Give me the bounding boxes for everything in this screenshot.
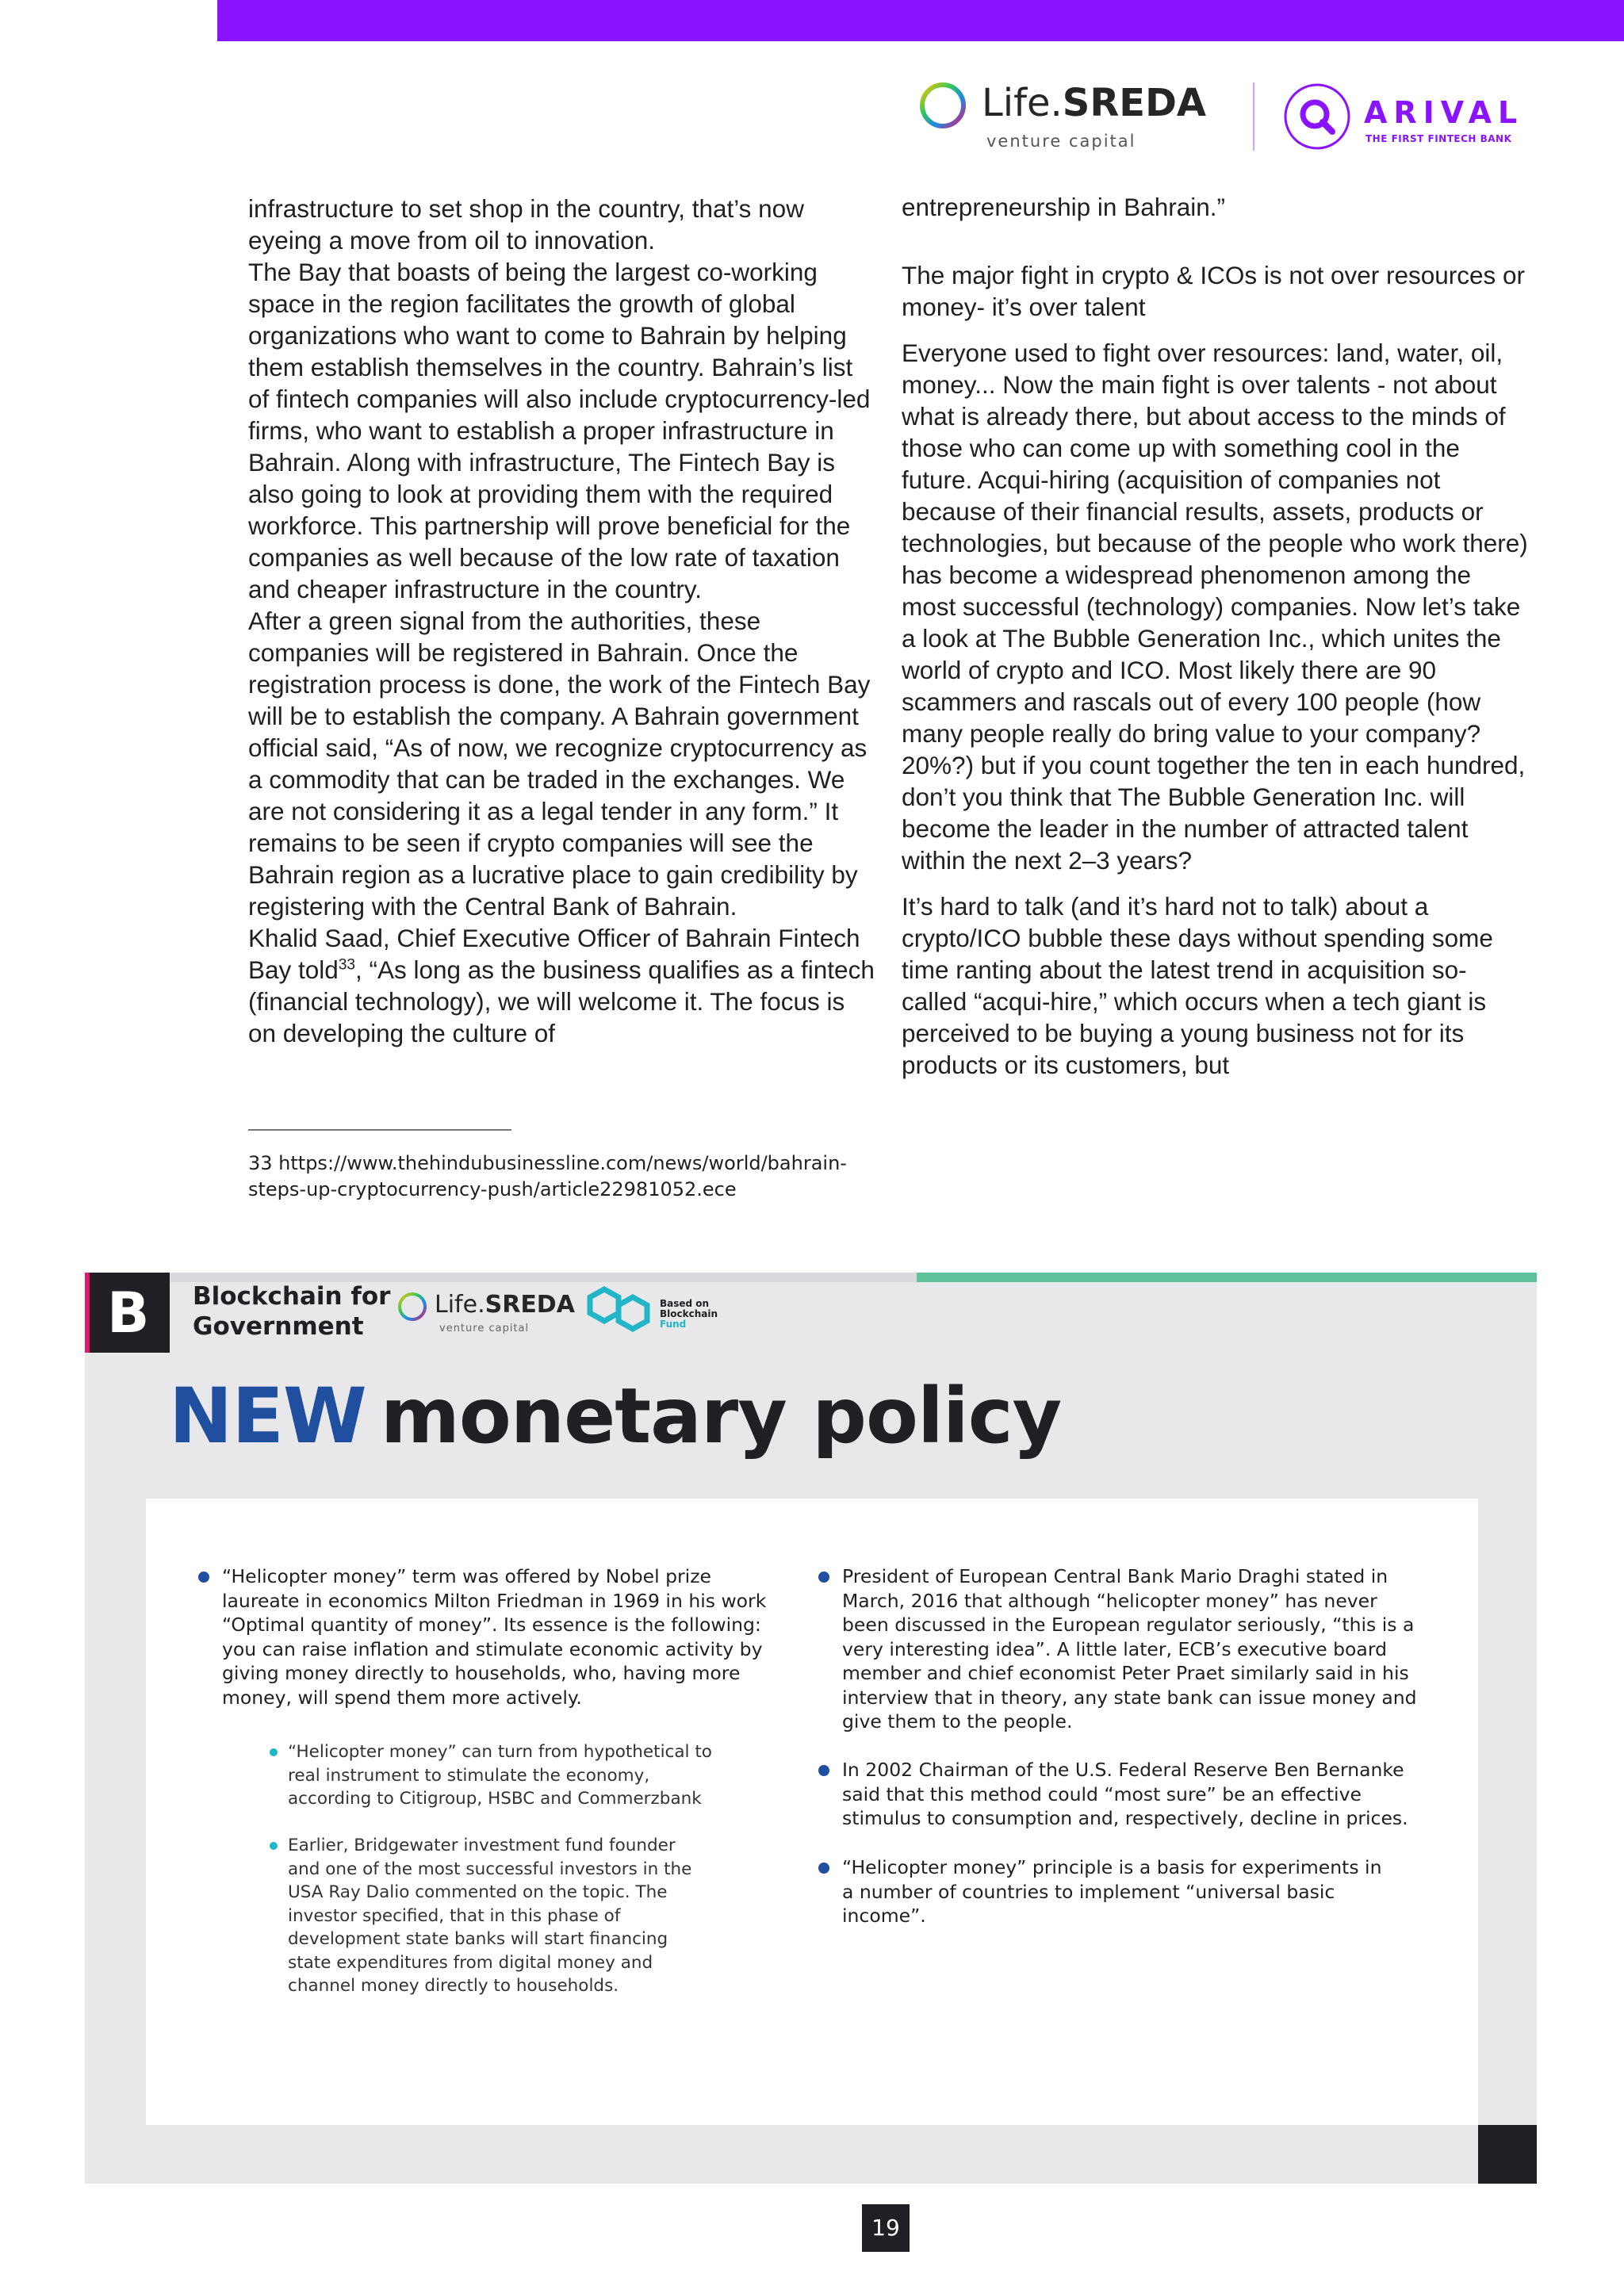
lifesreda-logo: [918, 79, 1207, 159]
article-left-column: [248, 193, 875, 1049]
bullet-item: In 2002 Chairman of the U.S. Federal Reserve Ben Bernanke said that this method could “most sure” be an effective stimulus to consumption and, respectively, decline in prices.: [842, 1758, 1421, 1831]
corner-square: [1478, 2125, 1537, 2184]
section-badge-letter: B: [107, 1281, 150, 1346]
paragraph: The Bay that boasts of being the largest co-working space in the region facilitates the growth of global organizations who want to come to Bahrain by helping them establish themselves in the country. Bahrain’s list of fintech companies will also include cryptocurrency-led firms, who want to establish a proper infrastructure in Bahrain. Along with infrastructure, The Fintech Bay is also going to look at providing them with the required workforce. This partnership will prove beneficial for the companies as well because of the low rate of taxation and cheaper infrastructure in the country.: [248, 258, 871, 603]
bullet-dot: [198, 1572, 209, 1583]
subheading: The major fight in crypto & ICOs is not over resources or money- it’s over talent: [902, 261, 1526, 321]
paragraph: It’s hard to talk (and it’s hard not to talk) about a crypto/ICO bubble these days without spending some time ranting about the latest trend in acquisition so-called “acqui-hire,” which occurs when a tech giant is perceived to be buying a young business not for its products or its customers, but: [902, 892, 1493, 1079]
section-title: Blockchain for Government: [193, 1282, 391, 1341]
bullet-dot: [818, 1863, 829, 1874]
bullet-item: “Helicopter money” term was offered by Nobel prize laureate in economics Milton Friedman in 1969 in his work “Optimal quantity of money”. Its essence is the following: you can raise inflation and stimulate economic activity by giving money directly to households, who, having more money, will spend them more actively.: [222, 1564, 777, 1709]
section-badge: [85, 1273, 170, 1353]
infographic-headline: [169, 1372, 1061, 1461]
bullet-dot: [818, 1765, 829, 1776]
lifesreda-logo-small: [396, 1291, 575, 1338]
headline-accent: NEW: [169, 1372, 366, 1461]
arival-tagline: THE FIRST FINTECH BANK: [1365, 133, 1512, 144]
paragraph: infrastructure to set shop in the country, that’s now eyeing a move from oil to innovation.: [248, 194, 804, 255]
bob-fund-logo: [587, 1283, 730, 1338]
bullet-dot: [818, 1572, 829, 1583]
paragraph: Everyone used to fight over resources: land, water, oil, money... Now the main fight is over talents - not about what is already there, but about access to the minds of those who can come up with something cool in the future. Acqui-hiring (acquisition of companies not because of their financial results, assets, products or technologies, but because of the people who work there) has become a widespread phenomenon among the most successful (technology) companies. Now let’s take a look at The Bubble Generation Inc., which unites the world of crypto and ICO. Most likely there are 90 scammers and rascals out of every 100 people (how many people really do bring value to your company? 20%?) but if you count together the ten in each hundred, don’t you think that The Bubble Generation Inc. will become the leader in the number of attracted talent within the next 2–3 years?: [902, 339, 1528, 875]
bullet-dot: [270, 1842, 278, 1850]
sub-bullet-item: “Helicopter money” can turn from hypothetical to real instrument to stimulate the economy, according to Citigroup, HSBC and Commerzbank: [288, 1740, 732, 1811]
arival-logo: [1283, 82, 1524, 155]
arival-magnifier-icon: [1283, 82, 1351, 151]
logo-divider: [1253, 82, 1254, 151]
bullet-item: “Helicopter money” principle is a basis for experiments in a number of countries to implement “universal basic income”.: [842, 1855, 1397, 1928]
bullet-dot: [270, 1748, 278, 1756]
paragraph: After a green signal from the authorities, these companies will be registered in Bahrain. Once the registration process is done, the work of the Fintech Bay will be to establish the company. A Bahrain government official said, “As of now, we recognize cryptocurrency as a commodity that can be traded in the exchanges. We are not considering it as a legal tender in any form.” It remains to be seen if crypto companies will see the Bahrain region as a lucrative place to gain credibility by registering with the Central Bank of Bahrain.: [248, 607, 871, 921]
lifesreda-ring-icon: [396, 1291, 428, 1323]
article-right-column: [902, 191, 1528, 1081]
infographic-accent-bar: [917, 1273, 1537, 1282]
lifesreda-name: Life.SREDA: [982, 81, 1207, 125]
headline-rest: monetary policy: [380, 1372, 1062, 1461]
footnote-ref: 33: [338, 956, 355, 974]
arival-name: ARIVAL: [1364, 95, 1524, 130]
footnote-divider: [248, 1129, 511, 1131]
bob-fund-text: Based on Blockchain Fund: [660, 1298, 718, 1330]
top-accent-bar: [217, 0, 1624, 41]
lifesreda-subtitle-small: venture capital: [439, 1323, 530, 1334]
lifesreda-subtitle: venture capital: [986, 132, 1136, 151]
footnote: 33 https://www.thehindubusinessline.com/news/world/bahrain-steps-up-cryptocurrency-push/article22981052.ece: [248, 1152, 847, 1200]
paragraph: entrepreneurship in Bahrain.”: [902, 193, 1225, 221]
page-number: 19: [862, 2204, 910, 2252]
lifesreda-ring-icon: [918, 81, 967, 130]
bob-hexagon-icon: [587, 1283, 658, 1338]
bullet-item: President of European Central Bank Mario Draghi stated in March, 2016 that although “helicopter money” has never been discussed in the European regulator seriously, “this is a very interesting idea”. A little later, ECB’s executive board member and chief economist Peter Praet similarly said in his interview that in theory, any state bank can issue money and give them to the people.: [842, 1564, 1421, 1734]
sub-bullet-item: Earlier, Bridgewater investment fund founder and one of the most successful investors in the USA Ray Dalio commented on the topic. The investor specified, that in this phase of development state banks will start financing state expenditures from digital money and channel money directly to households.: [288, 1834, 700, 1998]
lifesreda-name-small: Life.SREDA: [435, 1291, 575, 1319]
paragraph: Khalid Saad, Chief Executive Officer of Bahrain Fintech Bay told$^{33}$, “As long as the business qualifies as a fintech (financial technology), we will welcome it. The focus is on developing the culture of: [248, 924, 875, 1047]
